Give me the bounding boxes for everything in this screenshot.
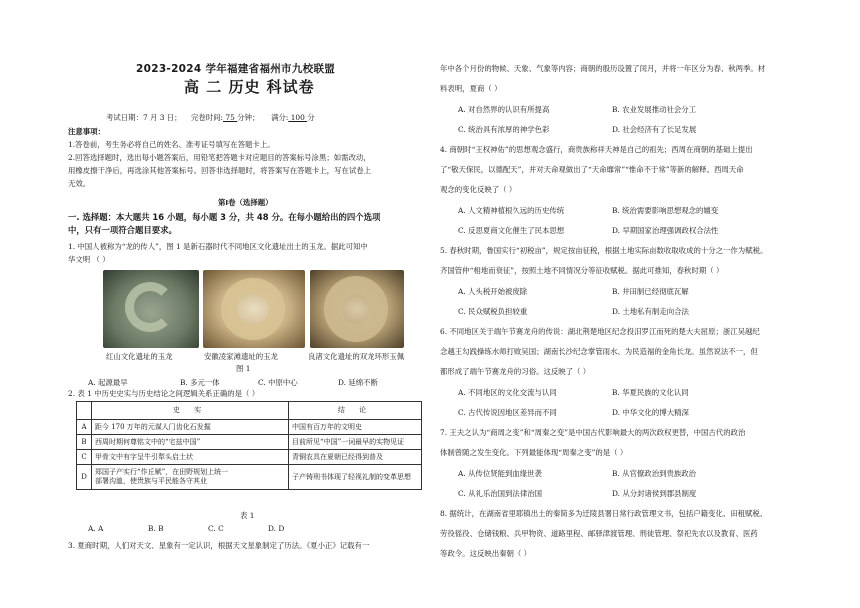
figure-caption: 安徽凌家滩遗址的玉龙	[204, 352, 278, 361]
table-header: 史 实	[92, 402, 289, 420]
q2-option-a: A. A	[88, 524, 104, 533]
q4-stem: 观念的变化反映了（ ）	[440, 185, 517, 194]
q2-option-d: D. D	[268, 524, 285, 533]
q5-stem: 齐国管仲“相地而衰征”，按照土地不同情况分等征收赋税。据此可推知，春秋时期（ ）	[440, 266, 724, 275]
q6-stem: 6. 不同地区关于端午节赛龙舟的传说：湖北荆楚地区纪念投汨罗江而死的楚大夫屈原；浙江吴越纪	[440, 327, 760, 336]
time-label: 完卷时间:	[190, 113, 224, 122]
table-label: 表 1	[240, 511, 255, 520]
table-header-row	[77, 402, 422, 420]
score-unit: 分	[307, 113, 315, 122]
q3-option-d: D. 社会经济有了长足发展	[612, 125, 697, 134]
q8-stem: 等政令。这反映出秦朝（ ）	[440, 549, 532, 558]
section-title: 第Ⅰ卷（选择题）	[218, 198, 273, 207]
time-unit: 分钟；	[237, 113, 260, 122]
q6-stem: 念越王勾践操练水师打败吴国；湖南长沙纪念掌管雨水、为民造福的金角长龙。虽然说法不一，但	[440, 347, 758, 356]
time-value: 75	[223, 113, 238, 122]
q6-option-b: B. 华夏民族的文化认同	[612, 388, 689, 397]
q4-stem: 了“敬天保民，以德配天”，并对天命观做出了“天命靡常”“惟命不于常”等新的解释。西周天命	[440, 165, 744, 174]
q1-stem: 1. 中国人被称为“龙的传人”，图 1 是新石器时代不同地区文化遗址出土的玉龙。据此可知中	[68, 242, 368, 251]
figure-label: 图 1	[236, 364, 251, 373]
section-intro: 中，只有一项符合题目要求。	[68, 225, 177, 235]
exam-date: 考试日期：7 月 3 日；	[106, 113, 182, 122]
score-value: 100	[288, 113, 308, 122]
q3-option-a: A. 对自然界的认识有所提高	[458, 105, 550, 114]
q6-option-d: D. 中华文化的博大精深	[612, 408, 689, 417]
q2-option-c: C. C	[208, 524, 224, 533]
score-label: 满分:	[271, 113, 289, 122]
school-title: 2023-2024 学年福建省福州市九校联盟	[136, 63, 336, 75]
q2-option-b: B. B	[148, 524, 164, 533]
q1-stem: 华文明 （ ）	[68, 255, 110, 264]
q5-stem: 5. 春秋时期，鲁国实行“初税亩”，规定按亩征税，根据土地实际亩数收取收成的十分之一作为赋税。	[440, 246, 768, 255]
notes-line: 2.回答选择题时，选出每小题答案后，用铅笔把答题卡对应题目的答案标号涂黑；如需改动，	[68, 153, 371, 162]
q7-stem: 体制曾随之发生变化。下列最能体现“周秦之变”的是（ ）	[440, 448, 628, 457]
q5-option-b: B. 井田制已经彻底瓦解	[612, 287, 689, 296]
table-row: D 郑国子产实行“作丘赋”，在田野规划上统一 部署沟洫，使贵族与平民能各守其业 子产铸刑书体现了轻视礼制的变革思想	[77, 465, 422, 490]
notes-heading: 注意事项：	[68, 127, 105, 136]
q4-option-c: C. 反思夏商文化催生了民本思想	[458, 226, 565, 235]
q6-option-a: A. 不同地区的文化交流与认同	[458, 388, 557, 397]
q7-option-c: C. 从礼乐治国到法律治国	[458, 489, 542, 498]
q1-option-a: A. 起源最早	[88, 378, 128, 387]
q3-stem: 年中各个月份的物候、天象、气象等内容；商朝的殷历设置了闰月，并将一年区分为春、秋两季。材	[440, 64, 766, 73]
q2-table	[76, 401, 422, 490]
q7-option-b: B. 从官僚政治到贵族政治	[612, 469, 697, 478]
q8-stem: 8. 据统计，在湖南省里耶镇出土的秦简多为迁陵县署日常行政管理文书，包括户籍变化、田租赋税、	[440, 509, 768, 518]
q7-stem: 7. 王夫之认为“商周之变”和“周秦之变”是中国古代影响最大的两次政权更替，中国古代的政治	[440, 428, 746, 437]
q8-stem: 劳役徭役、仓储钱粮、兵甲物资、道路里程、邮驿津渡管理、刑徒管理、祭祀先农以及教育、医药	[440, 529, 758, 538]
q4-option-a: A. 人文精神植根久远的历史传统	[458, 206, 565, 215]
q5-option-c: C. 民众赋税负担较重	[458, 307, 528, 316]
q2-stem: 2. 表 1 中历史史实与历史结论之间逻辑关系正确的是（ ）	[68, 389, 260, 398]
q7-option-a: A. 从传位贤能到血缘世袭	[458, 469, 542, 478]
q4-option-d: D. 早期国家治理强调政权合法性	[612, 226, 719, 235]
table-header: 结 论	[289, 402, 422, 420]
q5-option-a: A. 人头税开始被废除	[458, 287, 528, 296]
q6-option-c: C. 古代传说因地区差异而不同	[458, 408, 557, 417]
notes-line: 无效。	[68, 179, 91, 188]
q7-option-d: D. 从分封诸侯到郡县制度	[612, 489, 697, 498]
q3-option-b: B. 农业发展推动社会分工	[612, 105, 697, 114]
jade-dragon-photo-lingjiatan	[203, 270, 305, 348]
table-row: A 距今 170 万年的元谋人门齿化石发掘 中国有百万年的文明史	[77, 420, 422, 435]
section-intro: 一. 选择题：本大题共 16 小题，每小题 3 分，共 48 分。在每小题给出的四个选项	[68, 212, 381, 222]
q6-stem: 都形成了端午节赛龙舟的习俗。这反映了（ ）	[440, 367, 591, 376]
q4-option-b: B. 统治需要影响思想观念的嬗变	[612, 206, 719, 215]
table-row: C 甲骨文中有字呈牛引犁头启土状 青铜农具在夏朝已经得到普及	[77, 450, 422, 465]
q3-stem: 3. 夏商时期，人们对天文、星象有一定认识，根据天文星象制定了历法。《夏小正》记载有一	[68, 541, 370, 550]
notes-line: 用橡皮擦干净后，再选涂其他答案标号。回答非选择题时，将答案写在答题卡上，写在试卷上	[68, 166, 372, 175]
q1-option-c: C. 中原中心	[258, 378, 298, 387]
figure-caption: 良渚文化遗址的双龙环形玉佩	[308, 352, 405, 361]
exam-info	[106, 113, 315, 123]
q1-option-d: D. 延绵不断	[338, 378, 378, 387]
notes-line: 1.答卷前，考生务必将自己的姓名、准考证号填写在答题卡上。	[68, 140, 275, 149]
q4-stem: 4. 商朝时“王权神佑”的思想观念盛行，商贵族称祥天神是自己的祖先；西周在商朝的基础上提出	[440, 145, 753, 154]
q3-stem: 料表明，夏商（ ）	[440, 84, 502, 93]
jade-dragon-photo-hongshan	[103, 270, 199, 348]
jade-pendant-photo-liangzhu	[310, 270, 404, 348]
q5-option-d: D. 土地私有制走向合法	[612, 307, 689, 316]
table-row: B 西周时期何尊铭文中的“宅兹中国” 目前所见“中国”一词最早的实物见证	[77, 435, 422, 450]
figure-caption: 红山文化遗址的玉龙	[106, 352, 173, 361]
q3-option-c: C. 统治具有浓厚的神学色彩	[458, 125, 550, 134]
exam-title: 高 二 历史 科试卷	[184, 78, 315, 96]
q1-option-b: B. 多元一体	[180, 378, 220, 387]
